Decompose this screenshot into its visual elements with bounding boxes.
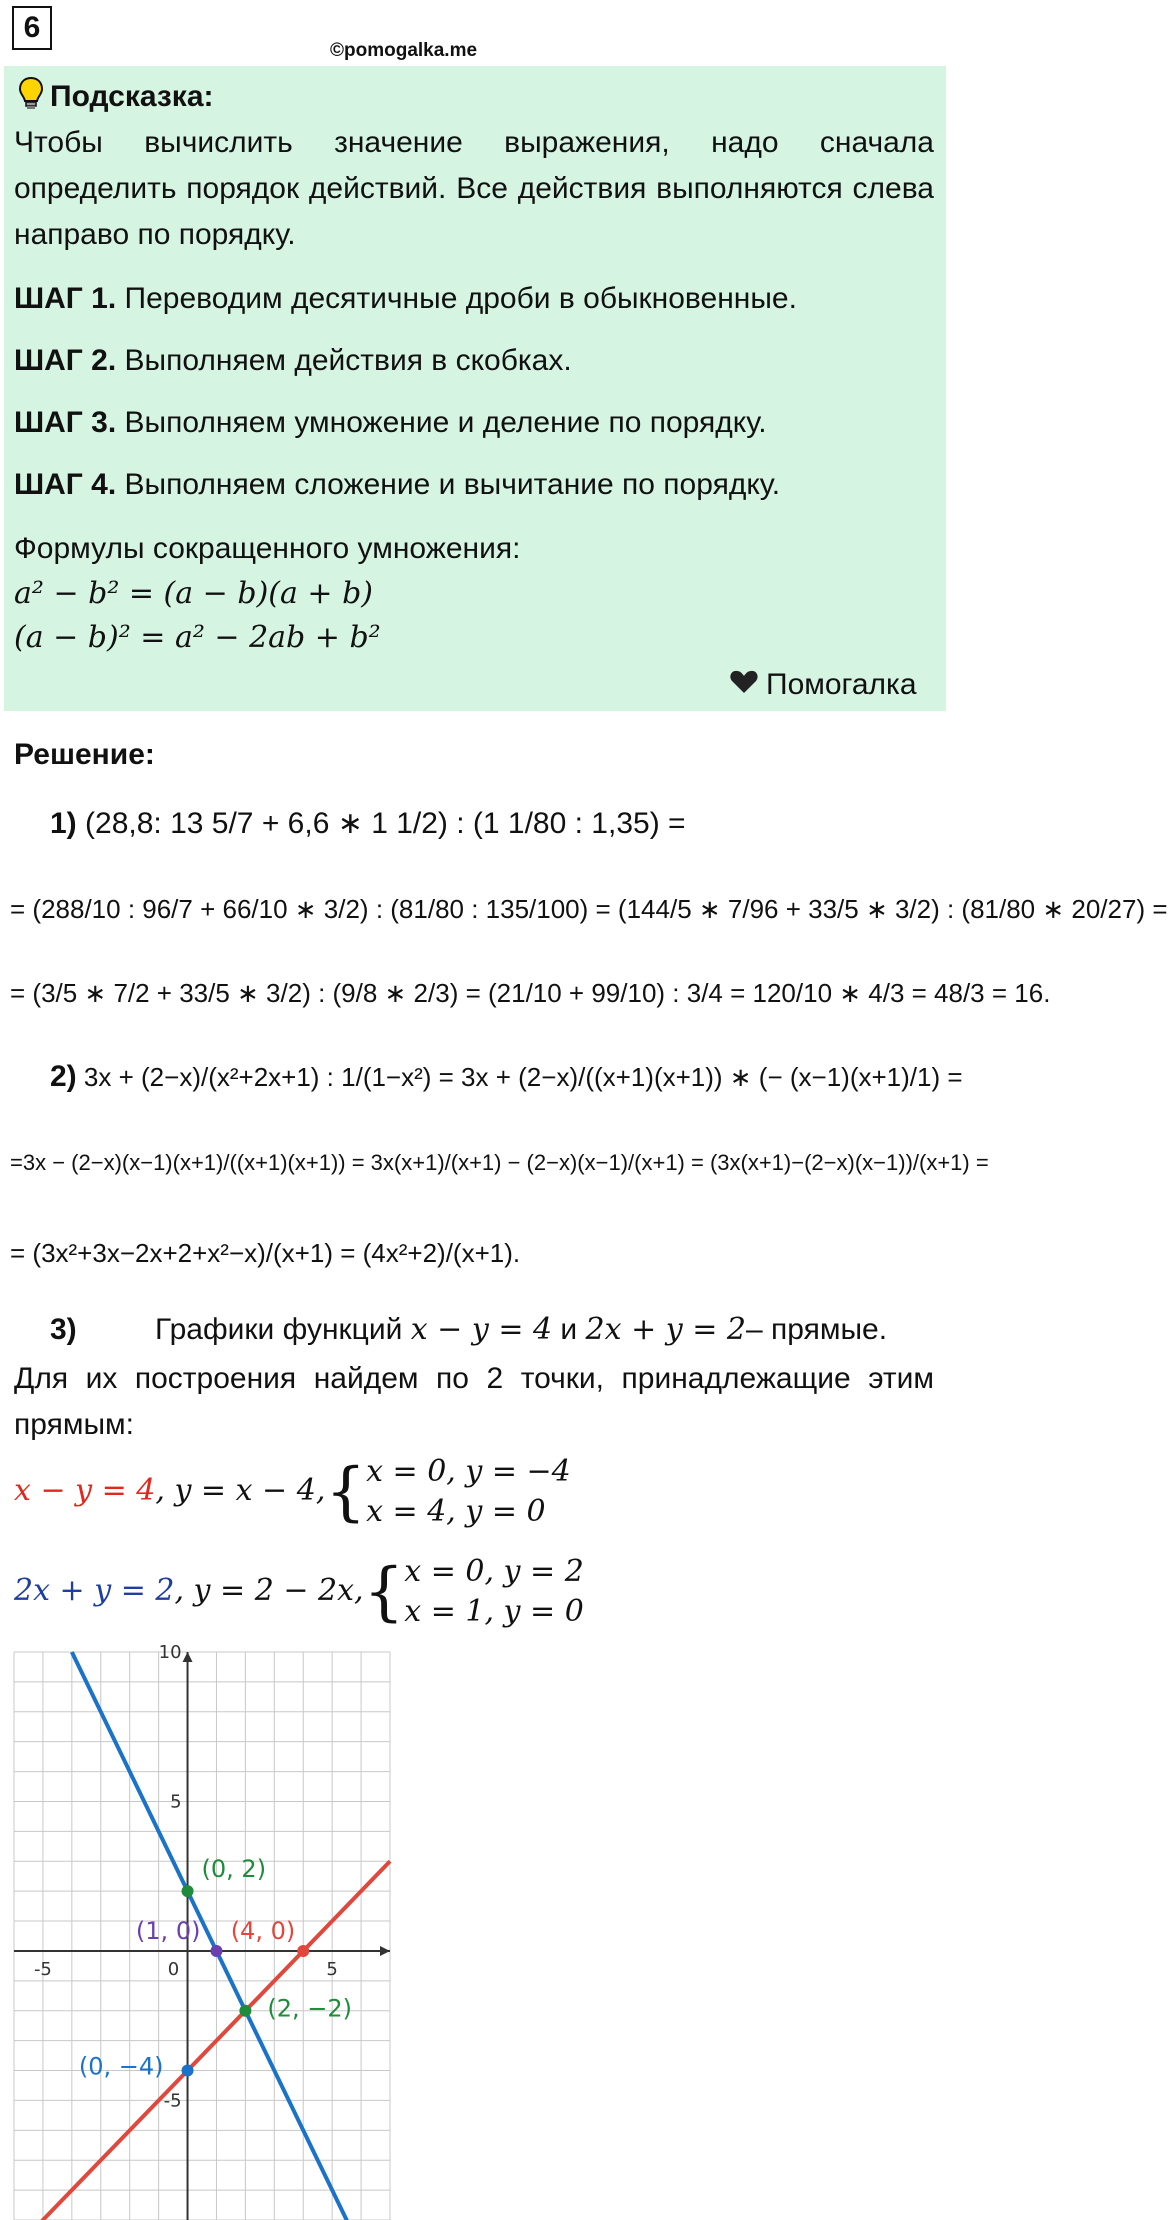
data-point <box>239 2005 251 2017</box>
brace-icon: { <box>363 1555 405 1629</box>
point-label: (2, −2) <box>267 1994 353 2023</box>
task-number-badge: 6 <box>12 6 52 50</box>
point-label: (4, 0) <box>230 1916 296 1945</box>
system-2-equation: 2x + y = 2 <box>14 1573 175 1608</box>
function-graph <box>0 1640 400 2220</box>
data-point <box>297 1945 309 1957</box>
system-2-rows <box>404 1552 584 1632</box>
system-row: x = 0, y = −4 <box>366 1454 571 1489</box>
system-1-formula: , y = x − 4, <box>155 1473 326 1508</box>
part1-line2: = (288/10 : 96/7 + 66/10 ∗ 3/2) : (81/80 : 135/100) = (144/5 ∗ 7/96 + 33/5 ∗ 3/2) : (81/80 ∗ 20/27) = <box>10 894 1168 924</box>
y-tick-label: 10 <box>158 1642 182 1663</box>
lightbulb-icon <box>18 76 44 118</box>
system-1 <box>14 1452 571 1532</box>
hint-title <box>18 76 214 118</box>
expression: (28,8: 13 5/7 + 6,6 ∗ 1 1/2) : (1 1/80 : 1,35) = <box>85 807 686 840</box>
part2-line3: = (3x²+3x−2x+2+x²−x)/(x+1) = (4x²+2)/(x+1). <box>10 1238 521 1268</box>
point-label: (1, 0) <box>135 1916 201 1945</box>
step-3 <box>14 400 934 446</box>
step-label: ШАГ 2. <box>14 344 117 377</box>
x-tick-label: 0 <box>167 1958 180 1980</box>
system-row: x = 1, y = 0 <box>404 1594 584 1629</box>
system-2 <box>14 1552 584 1632</box>
step-4 <box>14 462 934 508</box>
data-point <box>182 1885 194 1897</box>
hint-paragraph: Чтобы вычислить значение выражения, надо сначала определить порядок действий. Все действия выполняются слева направо по порядку. <box>14 126 934 251</box>
part2-line1 <box>50 1060 963 1094</box>
step-1 <box>14 276 934 322</box>
heart-icon <box>730 668 758 702</box>
part-label: 1) <box>50 807 77 840</box>
step-2 <box>14 338 934 384</box>
x-axis-arrow-icon <box>380 1946 390 1956</box>
step-text: Выполняем сложение и вычитание по порядку. <box>124 468 781 501</box>
step-label: ШАГ 1. <box>14 282 117 315</box>
part1-line3: = (3/5 ∗ 7/2 + 33/5 ∗ 3/2) : (9/8 ∗ 2/3) = (21/10 + 99/10) : 3/4 = 120/10 ∗ 4/3 = 48/3 = 16. <box>10 978 1051 1008</box>
formula-square-of-difference: (a − b)² = a² − 2ab + b² <box>14 620 381 655</box>
brand-text: Помогалка <box>766 668 917 701</box>
part-label: 2) <box>50 1060 77 1093</box>
y-axis-arrow-icon <box>183 1652 193 1662</box>
step-text: Выполняем умножение и деление по порядку. <box>124 406 767 439</box>
conjunction: и <box>560 1313 578 1346</box>
part3-intro: Графики функций <box>155 1313 403 1346</box>
part3-suffix: – прямые. <box>746 1313 888 1346</box>
system-1-equation: x − y = 4 <box>14 1473 156 1508</box>
x-tick-label: -5 <box>33 1958 52 1980</box>
step-text: Переводим десятичные дроби в обыкновенные. <box>124 282 797 315</box>
formulas-title: Формулы сокращенного умножения: <box>14 532 521 565</box>
part1-line1 <box>50 806 686 841</box>
step-label: ШАГ 3. <box>14 406 117 439</box>
x-tick-label: 5 <box>326 1958 338 1980</box>
data-point <box>182 2065 194 2077</box>
brace-icon: { <box>325 1455 367 1529</box>
solution-title: Решение: <box>14 738 155 771</box>
system-row: x = 4, y = 0 <box>366 1494 546 1529</box>
point-label: (0, −4) <box>78 2052 164 2081</box>
equation-2: 2x + y = 2 <box>585 1312 746 1347</box>
part3-line1 <box>50 1312 887 1347</box>
point-label: (0, 2) <box>201 1855 267 1884</box>
part3-text: Для их построения найдем по 2 точки, принадлежащие этим прямым: <box>14 1362 934 1441</box>
brand-label <box>730 668 917 702</box>
y-tick-label: 5 <box>170 1791 182 1813</box>
system-row: x = 0, y = 2 <box>404 1554 584 1589</box>
data-point <box>210 1945 222 1957</box>
y-tick-label: -5 <box>163 2090 182 2112</box>
part-label: 3) <box>50 1313 77 1346</box>
formula-difference-of-squares: a² − b² = (a − b)(a + b) <box>14 576 373 611</box>
part2-line2: =3x − (2−x)(x−1)(x+1)/((x+1)(x+1)) = 3x(x+1)/(x+1) − (2−x)(x−1)/(x+1) = (3x(x+1)−(2−x)(x−1))/(x+1) = <box>10 1150 989 1175</box>
equation-1: x − y = 4 <box>410 1312 553 1347</box>
system-1-rows <box>366 1452 571 1532</box>
expression: 3x + (2−x)/(x²+2x+1) : 1/(1−x²) = 3x + (2−x)/((x+1)(x+1)) ∗ (− (x−1)(x+1)/1) = <box>83 1062 963 1092</box>
step-label: ШАГ 4. <box>14 468 117 501</box>
step-text: Выполняем действия в скобках. <box>124 344 572 377</box>
hint-title-text: Подсказка: <box>50 80 214 113</box>
system-2-formula: , y = 2 − 2x, <box>174 1573 364 1608</box>
watermark: ©pomogalka.me <box>330 40 478 61</box>
